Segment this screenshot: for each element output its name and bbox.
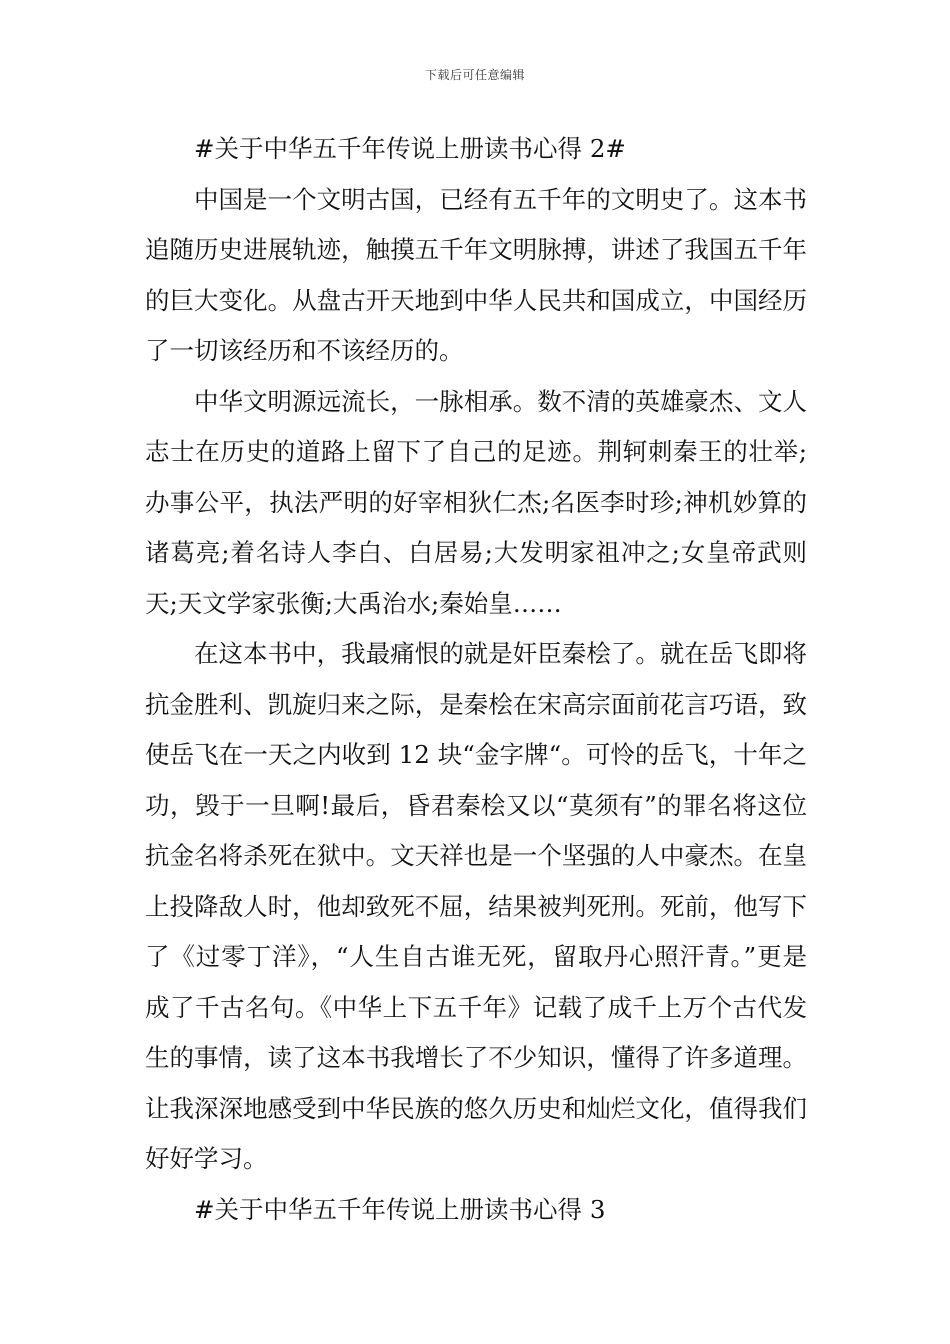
document-body: [145, 124, 807, 1235]
section-heading-3: #关于中华五千年传说上册读书心得 3: [194, 1194, 606, 1224]
paragraph-3: 在这本书中，我最痛恨的就是奸臣秦桧了。就在岳飞即将抗金胜利、凯旋归来之际，是秦桧在宋高宗面前花言巧语，致使岳飞在一天之内收到 12 块“金字牌“。可怜的岳飞，十年之功，毁于一旦啊!最后，昏君秦桧又以“莫须有”的罪名将这位抗金名将杀死在狱中。文天祥也是一个坚强的人中豪杰。在皇上投降敌人时，他却致死不屈，结果被判死刑。死前，他写下了《过零丁洋》，“人生自古谁无死，留取丹心照汗青。”更是成了千古名句。《中华上下五千年》记载了成千上万个古代发生的事情，读了这本书我增长了不少知识，懂得了许多道理。让我深深地感受到中华民族的悠久历史和灿烂文化，值得我们好好学习。: [145, 639, 807, 1173]
section-heading-2: #关于中华五千年传说上册读书心得 2#: [194, 134, 626, 163]
paragraph-1: 中国是一个文明古国，已经有五千年的文明史了。这本书追随历史进展轨迹，触摸五千年文明脉搏，讲述了我国五千年的巨大变化。从盘古开天地到中华人民共和国成立，中国经历了一切该经历和不该经历的。: [145, 184, 807, 365]
header-note: 下载后可任意编辑: [424, 68, 525, 82]
paragraph-2: 中华文明源远流长，一脉相承。数不清的英雄豪杰、文人志士在历史的道路上留下了自己的足迹。荆轲刺秦王的壮举;办事公平，执法严明的好宰相狄仁杰;名医李时珍;神机妙算的诸葛亮;着名诗人李白、白居易;大发明家祖冲之;女皇帝武则天;天文学家张衡;大禹治水;秦始皇……: [145, 386, 807, 618]
